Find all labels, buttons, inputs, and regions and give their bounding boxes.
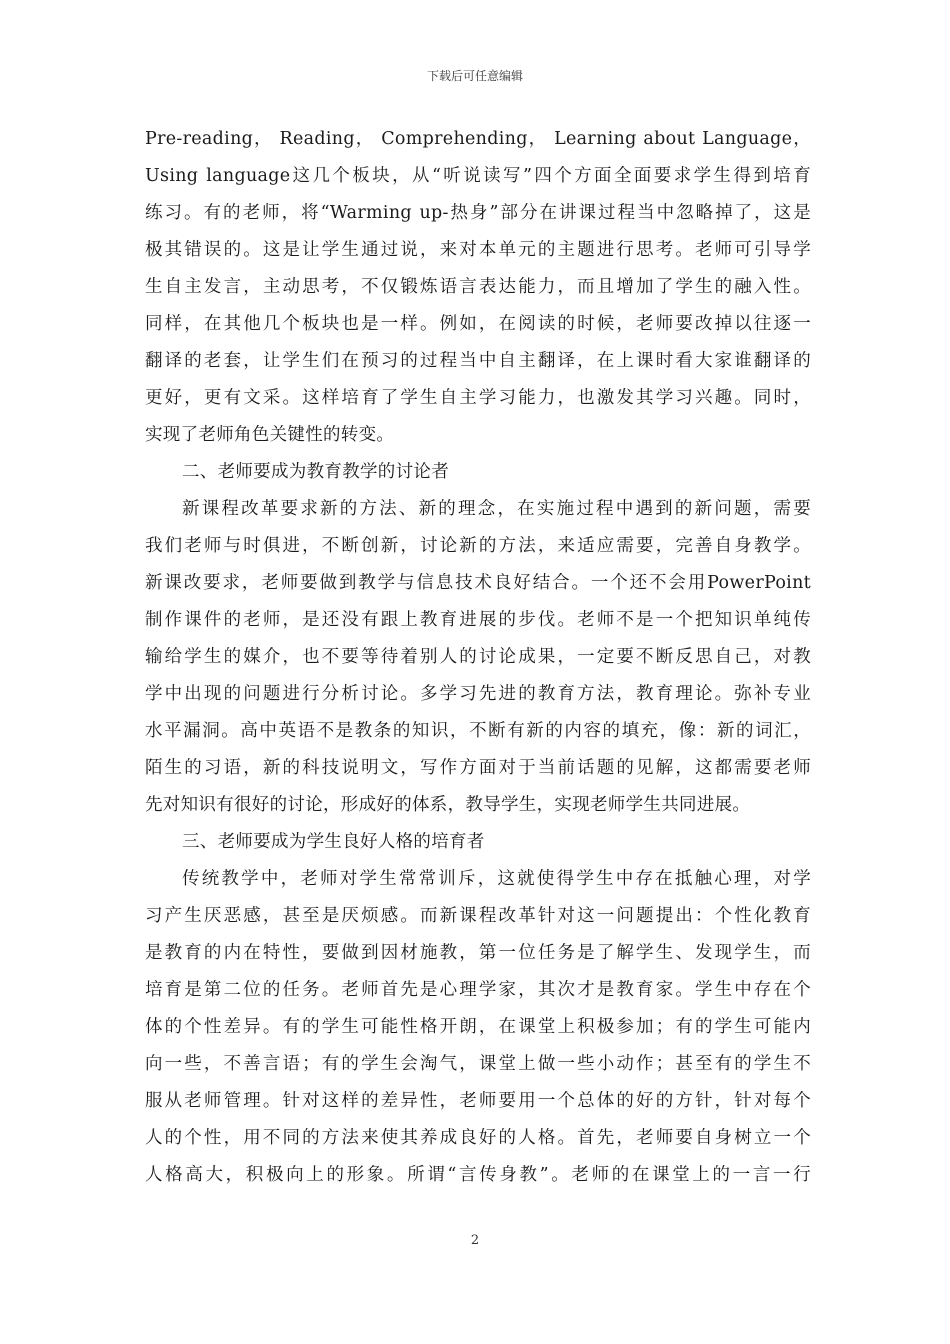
text-line: 水平漏洞。高中英语不是教条的知识，不断有新的内容的填充，像：新的词汇， (145, 721, 811, 741)
text-line: 输给学生的媒介，也不要等待着别人的讨论成果，一定要不断反思自己，对教 (145, 647, 811, 667)
text-line: 习产生厌恶感，甚至是厌烦感。而新课程改革针对这一问题提出：个性化教育 (145, 906, 811, 926)
text-line: Pre-reading， Reading， Comprehending， Learning about Language， (145, 129, 811, 149)
text-line: 三、老师要成为学生良好人格的培育者 (182, 832, 485, 852)
document-body (145, 121, 811, 1194)
text-line: 学中出现的问题进行分析讨论。多学习先进的教育方法，教育理论。弥补专业 (145, 684, 811, 704)
text-line: 服从老师管理。针对这样的差异性，老师要用一个总体的好的方针，针对每个 (145, 1091, 811, 1111)
text-line: 翻译的老套，让学生们在预习的过程当中自主翻译，在上课时看大家谁翻译的 (145, 351, 811, 371)
text-line: 人格高大，积极向上的形象。所谓“言传身教”。老师的在课堂上的一言一行 (145, 1165, 811, 1185)
text-line: 制作课件的老师，是还没有跟上教育进展的步伐。老师不是一个把知识单纯传 (145, 610, 811, 630)
text-line: 陌生的习语，新的科技说明文，写作方面对于当前话题的见解，这都需要老师 (145, 758, 811, 778)
text-line: Using language这几个板块，从“听说读写”四个方面全面要求学生得到培育 (145, 166, 811, 186)
text-line: 练习。有的老师，将“Warming up-热身”部分在讲课过程当中忽略掉了，这是 (145, 203, 811, 223)
text-line: 同样，在其他几个板块也是一样。例如，在阅读的时候，老师要改掉以往逐一 (145, 314, 811, 334)
text-line: 实现了老师角色关键性的转变。 (145, 425, 395, 445)
text-line: 传统教学中，老师对学生常常训斥，这就使得学生中存在抵触心理，对学 (182, 869, 811, 889)
text-line: 人的个性，用不同的方法来使其养成良好的人格。首先，老师要自身树立一个 (145, 1128, 811, 1148)
text-line: 生自主发言，主动思考，不仅锻炼语言表达能力，而且增加了学生的融入性。 (145, 277, 811, 297)
text-line: 先对知识有很好的讨论，形成好的体系，教导学生，实现老师学生共同进展。 (145, 795, 751, 815)
text-line: 新课改要求，老师要做到教学与信息技术良好结合。一个还不会用PowerPoint (145, 573, 811, 593)
text-line: 极其错误的。这是让学生通过说，来对本单元的主题进行思考。老师可引导学 (145, 240, 811, 260)
text-line: 培育是第二位的任务。老师首先是心理学家，其次才是教育家。学生中存在个 (145, 980, 811, 1000)
text-line: 新课程改革要求新的方法、新的理念，在实施过程中遇到的新问题，需要 (182, 499, 811, 519)
text-line: 是教育的内在特性，要做到因材施教，第一位任务是了解学生、发现学生，而 (145, 943, 811, 963)
text-line: 我们老师与时俱进，不断创新，讨论新的方法，来适应需要，完善自身教学。 (145, 536, 811, 556)
text-line: 向一些，不善言语；有的学生会淘气，课堂上做一些小动作；甚至有的学生不 (145, 1054, 811, 1074)
page-number: 2 (470, 1233, 480, 1248)
text-line: 更好，更有文采。这样培育了学生自主学习能力，也激发其学习兴趣。同时， (145, 388, 811, 408)
text-line: 二、老师要成为教育教学的讨论者 (182, 462, 449, 482)
page-header-note: 下载后可任意编辑 (426, 69, 523, 83)
text-line: 体的个性差异。有的学生可能性格开朗，在课堂上积极参加；有的学生可能内 (145, 1017, 811, 1037)
